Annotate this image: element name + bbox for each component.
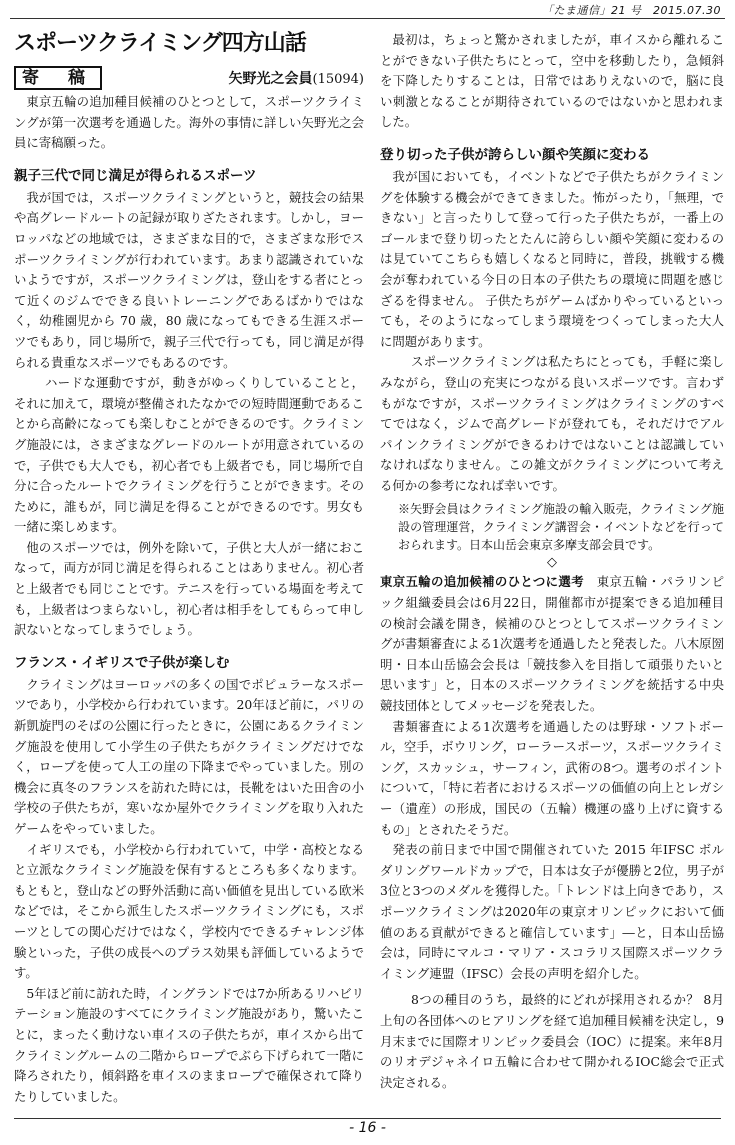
paragraph: 書類審査による1次選考を通過したのは野球・ソフトボール，空手，ボウリング，ローラースポーツ，スポーツクライミング，スカッシュ，サーフィン，武術の8つ。選考のポイントについて，「特に若者におけるスポーツの価値の向上とレガシー（遺産）の形成，国民の（五輪）機運の盛り上げに資するもの」とされたそうだ。 [380,718,724,837]
paragraph: 我が国においても，イベントなどで子供たちがクライミングを体験する機会ができてきました。怖がったり，「無理，できない」と言ったりして登って行った子供たちが，一番上のゴールまで登り切ったとたんに誇らしい顔や笑顔に変わるのは見ていてこちらも嬉しくなると同時に，普段，挑戦する機会が奪われている今日の日本の子供たちの環境に問題を感じざるを得ません。 子供たちがゲームばかりやっているといっても，そのようになってしまう環境をつくってしまった大人に問題があります。 [380,168,724,349]
paragraph: スポーツクライミングは私たちにとっても，手軽に楽しみながら，登山の充実につながる良いスポーツです。言わずもがなですが，スポーツクライミングはクライミングのすべてではなく，ジムで高グレードが登れても，それだけでアルパインクライミングができるわけではないことは認識していなければなりません。この雑文がクライミングについて考える何かの参考になれば幸いです。 [380,354,724,493]
paragraph: 他のスポーツでは，例外を除いて，子供と大人が一緒におこなって，両方が同じ満足を得られることはありません。初心者と上級者でも同じことです。テニスを行っている場面を考えても，上級者はつまらないし，初心者は相手をしてもらって申し訳ないとなってしまうでしょう。 [14,539,364,638]
article-lead: 東京五輪の追加種目候補のひとつとして，スポーツクライミングが第一次選考を通過した。海外の事情に詳しい矢野光之会員に寄稿願った。 [14,94,364,151]
author-name: 矢野光之会員 [228,71,313,87]
article-title: スポーツクライミング四方山話 [14,31,306,56]
author-block [229,68,365,88]
publication-info: 「たま通信」21 号 2015.07.30 [542,4,721,17]
section-divider: ◇ [547,555,557,571]
paragraph: ハードな運動ですが，動きがゆっくりしていることと，それに加えて，環境が整備されたなかでの短時間運動であることから高齢になっても楽しむことができるのです。クライミング施設には，さまざまなグレードのルートが用意されているので，子供でも大人でも，初心者でも上級者でも，同じ場所で自分に合ったルートでクライミングを行うことができます。そのために，誰もが，同じ満足を得ることができるのです。男女も一緒に楽しめます。 [14,375,364,535]
author-id: (15094) [312,72,364,87]
section-heading-3: 登り切った子供が誇らしい顔や笑顔に変わる [380,146,650,163]
paragraph: 発表の前日まで中国で開催されていた 2015 年IFSC ボルダリングワールドカップで，日本は女子が優勝と2位，男子が3位と3つのメダルを獲得した。「トレンドは上向きであり，スポーツクライミングは2020年の東京オリンピックにおいて価値のある貢献ができると確信しています」―と，日本山岳協会は，同時にマルコ・マリア・スコラリス国際スポーツクライミング連盟（IFSC）会長の声明を紹介した。 [380,842,724,981]
author-note: ※矢野会員はクライミング施設の輸入販売，クライミング施設の管理運営，クライミング講習会・イベントなどを行っておられます。日本山岳会東京多摩支部会員です。 [398,502,724,553]
paragraph: 8つの種目のうち，最終的にどれが採用されるか？ 8月上旬の各団体へのヒアリングを経て追加種目候補を決定し，9月末までに国際オリンピック委員会（IOC）に提案。来年8月のリオデジャネイロ五輪に合わせて開かれるIOC総会で正式決定される。 [380,992,724,1090]
paragraph: イギリスでも，小学校から行われていて，中学・高校となると立派なクライミング施設を保有するところも多くなります。もともと，登山などの野外活動に高い価値を見出している欧米などでは，そこから派生したスポーツクライミングにも，スポーツとしての関心だけではなく，学校内でできるチャレンジ体験といった，子供の成長へのプラス効果も評価しているようです。 [14,841,364,981]
paragraph: 5年ほど前に訪れた時，イングランドでは7か所あるリハビリテーション施設のすべてにクライミング施設があり，驚いたことに，まったく動けない車イスの子供たちが，車イスから出てクライミングルームの二階からロープでぶら下げられて一階に降ろされたり，傾斜路を車イスのままロープで確保されて降りたりしていました。 [14,985,364,1104]
left-column [14,30,364,1107]
paragraph: クライミングはヨーロッパの多くの国でポピュラーなスポーツであり，小学校から行われています。20年ほど前に，パリの新凱旋門のそばの公園に行ったときに，公園にあるクライミング施設を使用して小学生の子供たちがクライミングだけでなく，ロープを使って人工の崖の下降までやっていました。別の機会に真冬のフランスを訪れた時には，長靴をはいた田舎の小学校の子供たちが，寒いなか屋外でクライミングを取り入れたゲームをやっていました。 [14,676,364,836]
page-number: - 16 - [349,1120,386,1136]
byline [14,66,364,90]
news-heading: 東京五輪の追加候補のひとつに選考 [380,574,584,590]
page-header [10,2,725,19]
right-column [380,30,724,1093]
news-paragraph [380,572,724,716]
paragraph: 最初は，ちょっと驚かされましたが，車イスから離れることができない子供たちにとって，空中を移動したり，急傾斜を下降したりすることは，日常ではありえないので，脳に良い刺激となることが期待されているのではないかと思われました。 [380,32,724,130]
category-label: 寄 稿 [14,66,102,90]
footer-rule [14,1118,721,1119]
section-heading-2: フランス・イギリスで子供が楽しむ [14,654,230,671]
section-heading-1: 親子三代で同じ満足が得られるスポーツ [14,167,257,184]
paragraph: 我が国では，スポーツクライミングというと，競技会の結果や高グレードルートの記録が取りざたされます。しかし，ヨーロッパなどの地域では，さまざまな目的で，さまざまな形でスポーツクライミングが行われています。あまり認識されていないようですが，スポーツクライミングは，登山をする者にとって近くのジムでできる良いトレーニングであるばかりではなく，幼稚園児から 70 歳，80 歳になってもできる生涯スポーツでもあり，同じ場所で，親子三代で行っても，同じ満足が得られる貴重なスポーツでもあるのです。 [14,189,364,370]
news-text: 東京五輪・パラリンピック組織委員会は6月22日，開催都市が提案できる追加種目の検討会議を開き，候補のひとつとしてスポーツクライミングが書類審査による1次選考を通過したと発表した。八木原圀明・日本山岳協会会長は「競技参入を目指して頑張りたいと思います」と，日本のスポーツクライミングを統括する中央競技団体としてメッセージを発表した。 [380,574,724,714]
